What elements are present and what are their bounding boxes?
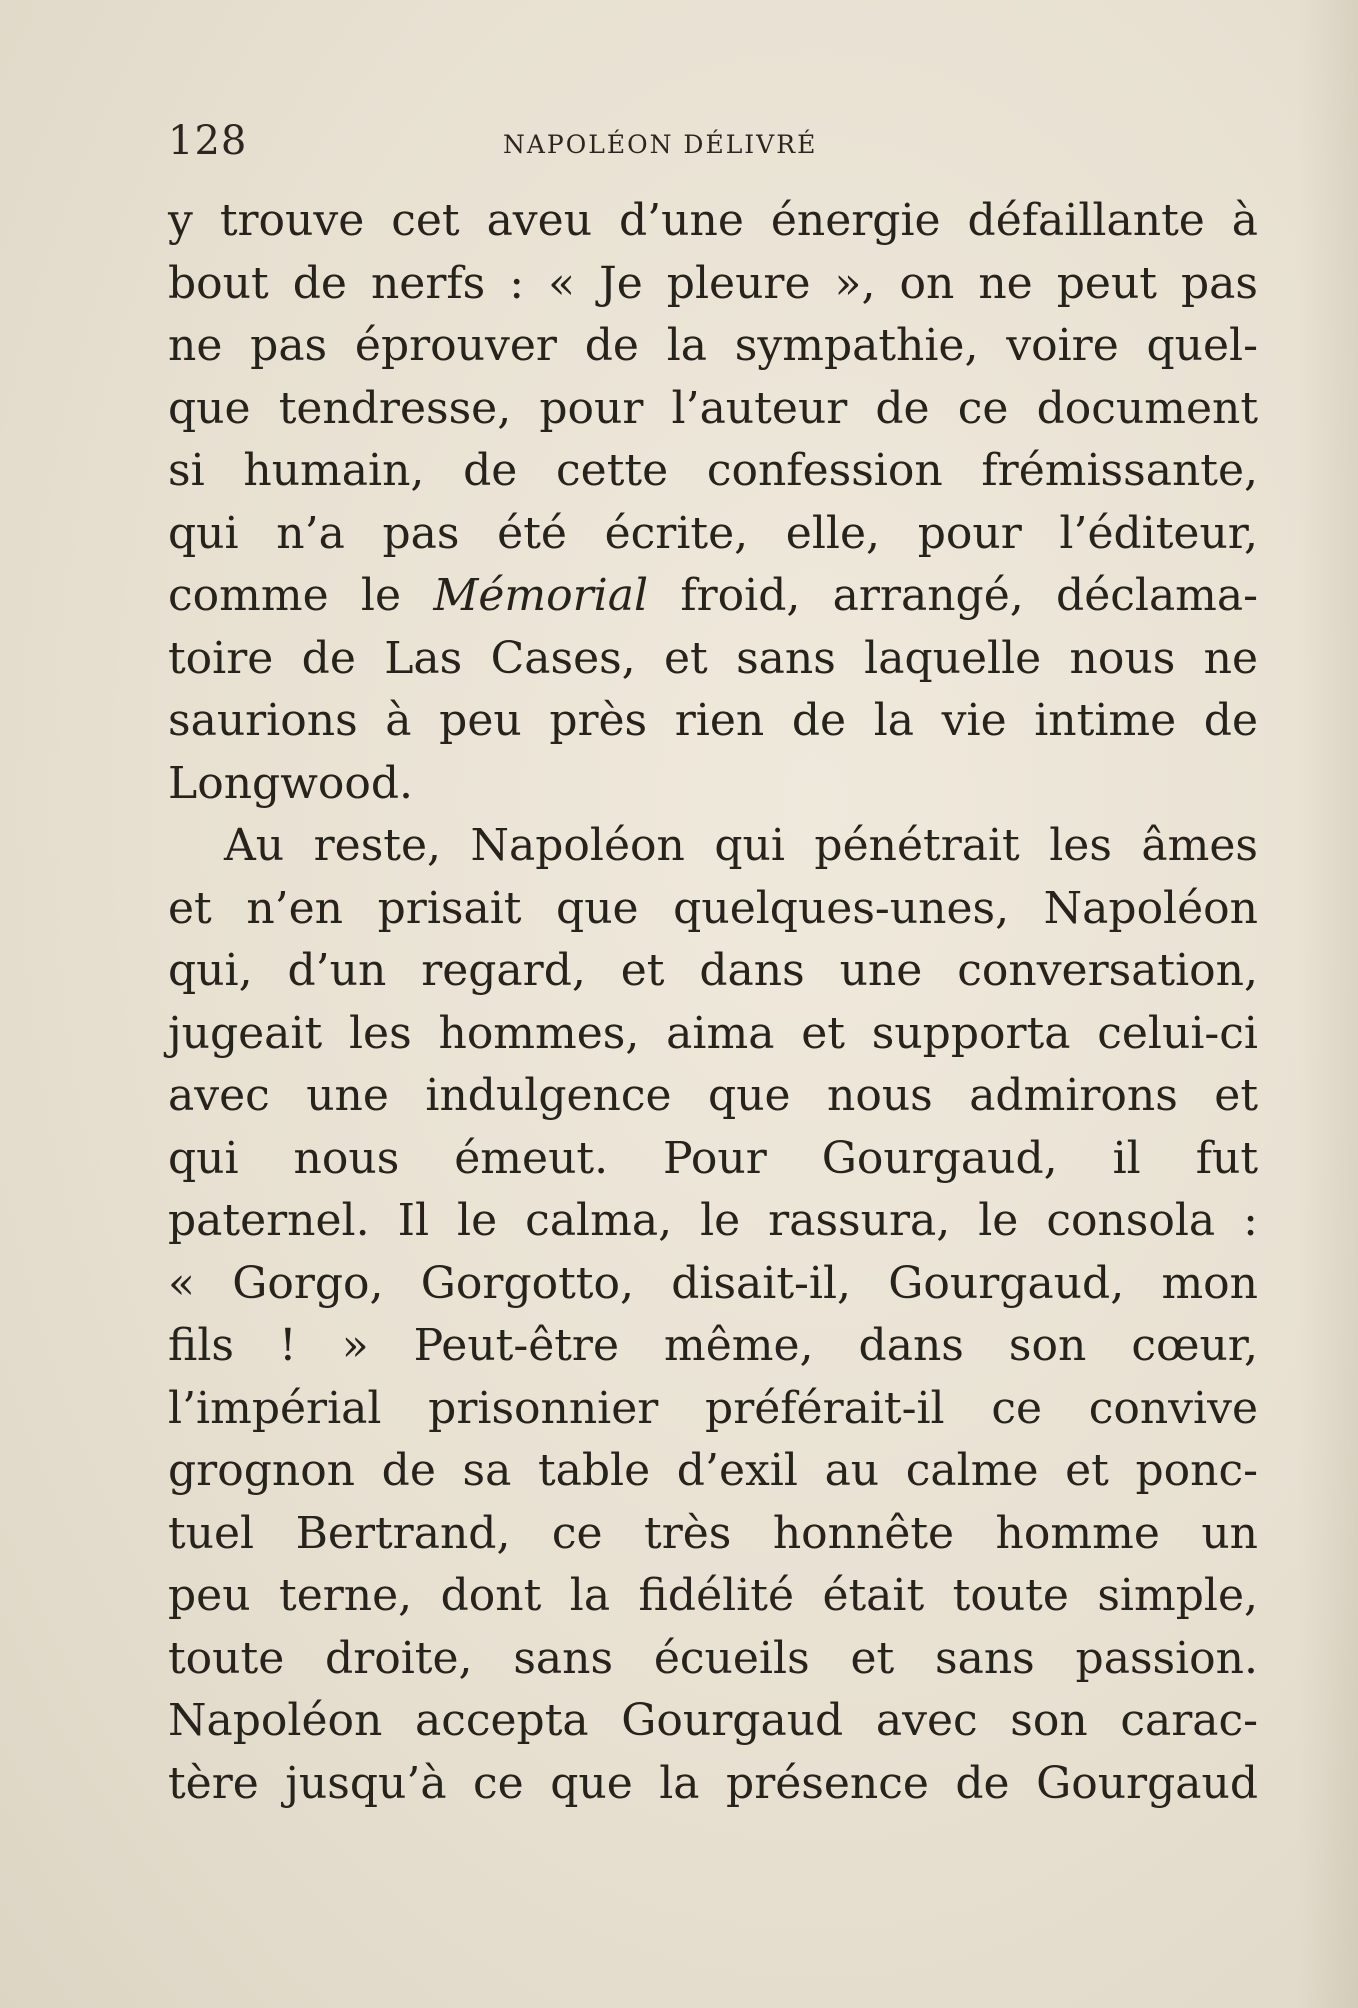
text-line: bout de nerfs : « Je pleure », on ne peut pas (168, 257, 1258, 309)
text-line: avec une indulgence que nous admirons et (168, 1070, 1258, 1121)
text-line: et n’en prisait que quelques-unes, Napoléon (168, 882, 1258, 934)
text-segment: comme le (168, 570, 434, 621)
text-line: « Gorgo, Gorgotto, disait-il, Gourgaud, mon (168, 1257, 1258, 1309)
text-segment: froid, arrangé, déclama- (648, 570, 1259, 621)
running-head (168, 118, 1258, 168)
book-title-memorial: Mémorial (433, 570, 649, 621)
text-line: qui, d’un regard, et dans une conversation, (168, 945, 1258, 996)
text-line: jugeait les hommes, aima et supporta celui-ci (168, 1007, 1258, 1059)
text-line: Au reste, Napoléon qui pénétrait les âmes (224, 820, 1258, 871)
text-line: fils ! » Peut-être même, dans son cœur, (168, 1320, 1258, 1371)
text-line: toute droite, sans écueils et sans passion. (168, 1632, 1258, 1684)
text-line: qui nous émeut. Pour Gourgaud, il fut (168, 1132, 1258, 1184)
text-line: tère jusqu’à ce que la présence de Gourgaud (168, 1757, 1258, 1809)
text-line (168, 565, 1258, 628)
text-line: peu terne, dont la fidélité était toute simple, (168, 1570, 1258, 1621)
text-line: l’impérial prisonnier préférait-il ce convive (168, 1382, 1258, 1434)
text-line: si humain, de cette confession frémissante, (168, 445, 1258, 496)
text-line: paternel. Il le calma, le rassura, le consola : (168, 1195, 1258, 1246)
text-line: y trouve cet aveu d’une énergie défaillante à (168, 195, 1258, 246)
text-line: toire de Las Cases, et sans laquelle nous ne (168, 632, 1258, 684)
page-number: 128 (168, 118, 248, 164)
text-line: qui n’a pas été écrite, elle, pour l’éditeur, (168, 507, 1258, 559)
text-line: tuel Bertrand, ce très honnête homme un (168, 1507, 1258, 1559)
text-line: Longwood. (168, 757, 414, 809)
text-line: saurions à peu près rien de la vie intime de (168, 695, 1258, 746)
text-line: que tendresse, pour l’auteur de ce document (168, 382, 1258, 434)
text-line: ne pas éprouver de la sympathie, voire quel- (168, 320, 1258, 371)
body-text (168, 190, 1258, 1815)
running-title: NAPOLÉON DÉLIVRÉ (503, 130, 818, 159)
page-edge-shadow (1298, 0, 1358, 2008)
text-line: grognon de sa table d’exil au calme et ponc- (168, 1445, 1258, 1496)
text-line: Napoléon accepta Gourgaud avec son carac- (168, 1695, 1258, 1746)
